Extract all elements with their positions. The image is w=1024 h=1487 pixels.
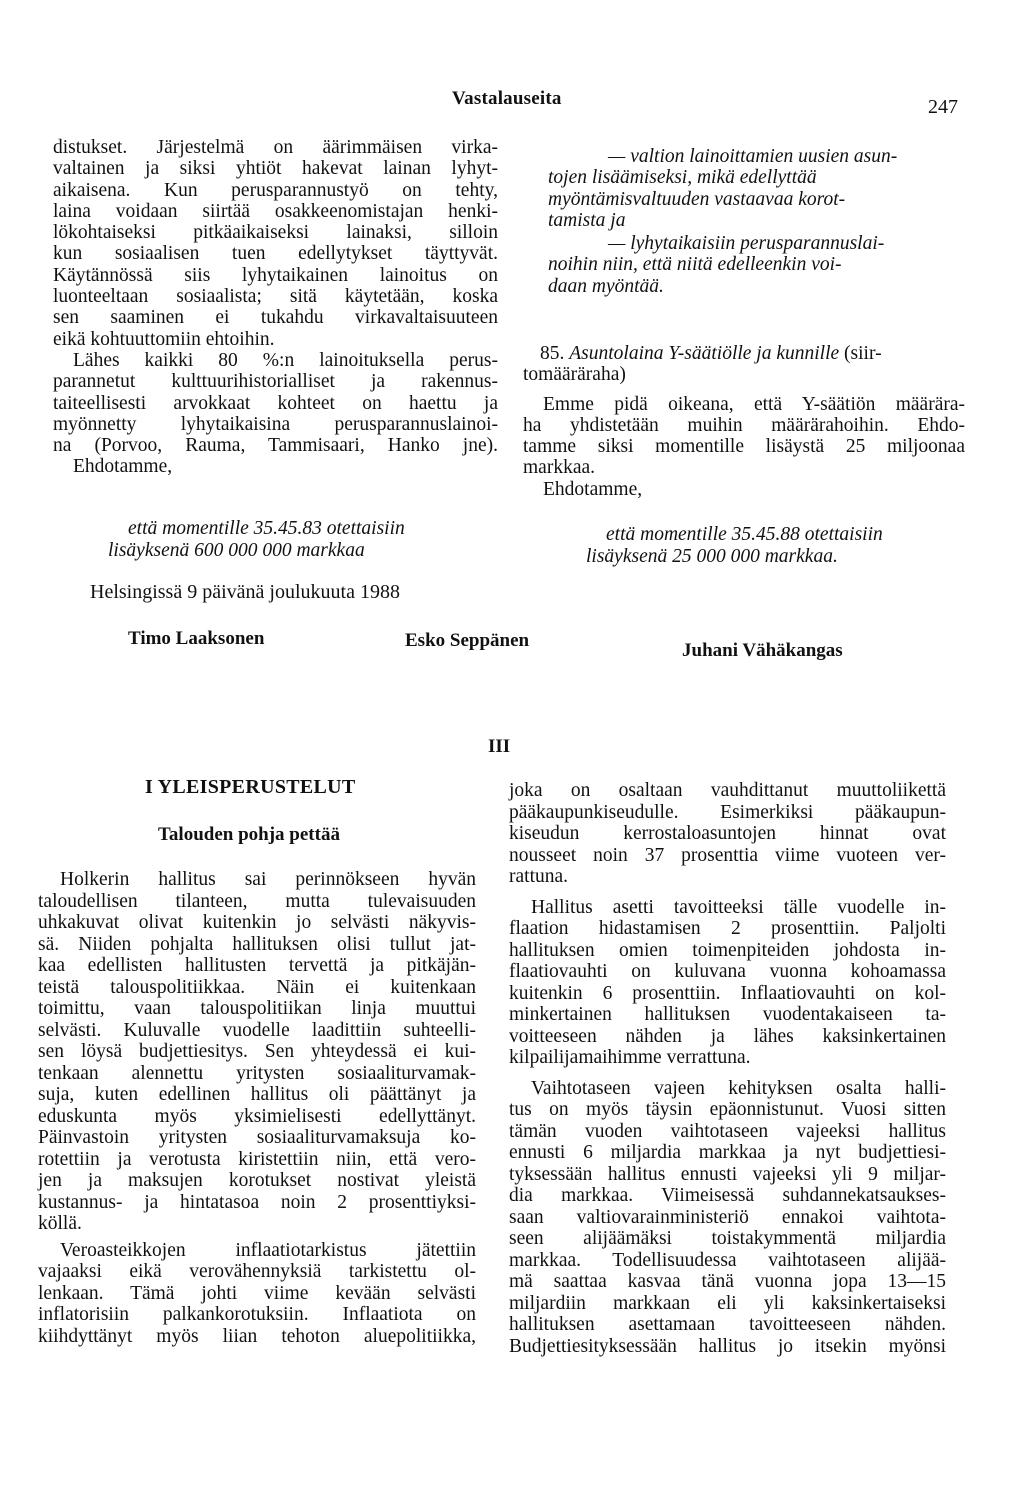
text-line: teistä talouspolitiikkaa. Näin ei kuitenkaan (38, 976, 476, 998)
text-line: miljardiin markkaan eli yli kaksinkertaiseksi (509, 1292, 946, 1314)
text-line: köllä. (38, 1213, 82, 1234)
text-line: myönnetty lyhytaikaisina perusparannuslainoi- (53, 413, 498, 435)
text-line: markkaa. (523, 457, 596, 479)
text-line: parannetut kulttuurihistorialliset ja rakennus- (53, 371, 498, 393)
proposal-line: että momentille 35.45.88 otettaisiin (606, 524, 883, 545)
text-line: voitteeseen nähden ja lähes kaksinkertainen (509, 1025, 946, 1047)
text-line: flaatiovauhti on kuluvana vuonna kohoamassa (509, 961, 946, 982)
text-line: rotettiin ja verotusta kiristettiin niin, että vero- (38, 1148, 476, 1170)
bullet-line: — valtion lainoittamien uusien asun- (608, 146, 898, 167)
text-line: eikä kohtuuttomiin ehtoihin. (53, 328, 275, 350)
text-line: kaa edellisten hallitusten tervettä ja pitkäjän- (38, 955, 476, 976)
signature-3: Juhani Vähäkangas (682, 640, 843, 661)
item-title-rest: (siir- (844, 343, 882, 364)
section-roman-numeral: III (488, 736, 511, 757)
text-line: uhkakuvat olivat kuitenkin jo selvästi näkyvis- (38, 912, 476, 933)
text-line: Käytännössä siis lyhytaikainen lainoitus on (53, 264, 498, 286)
place-date: Helsingissä 9 päivänä joulukuuta 1988 (90, 581, 400, 603)
text-line: ha yhdistetään muihin määrärahoihin. Ehdo- (523, 414, 965, 436)
text-line: sen saaminen ei tukahdu virkavaltaisuuteen (53, 307, 498, 329)
signature-1: Timo Laaksonen (128, 628, 265, 649)
text-line: dia markkaa. Viimeisessä suhdannekatsaukses- (509, 1185, 946, 1206)
text-line: saan valtiovarainministeriö ennakoi vaihtota- (509, 1206, 946, 1228)
text-line: Emme pidä oikeana, että Y-säätiön määrära- (543, 393, 965, 415)
text-line: flaation hidastamisen 2 prosenttiin. Paljolti (509, 918, 946, 939)
text-line: kiihdyttänyt myös liian tehoton aluepolitiikka, (38, 1325, 476, 1347)
text-line: distukset. Järjestelmä on äärimmäisen virka- (53, 137, 498, 158)
text-line: taloudellisen tilanteen, mutta tulevaisuuden (38, 890, 476, 912)
left-bottom-text (38, 869, 476, 1347)
text-line: kun sosiaalisen tuen edellytykset täyttyvät. (53, 243, 498, 265)
text-line: lenkaan. Tämä johti viime kevään selvästi (38, 1282, 476, 1304)
text-line: lökohtaiseksi pitkäaikaiseksi lainaksi, silloin (53, 222, 498, 244)
text-line: luonteeltaan sosiaalista; sitä käytetään, koska (53, 286, 498, 308)
text-line: tyksessään hallitus ennusti vajeeksi yli 9 miljar- (509, 1163, 946, 1185)
text-line: joka on osaltaan vauhdittanut muuttoliikettä (509, 780, 946, 801)
text-line: Hallitus asetti tavoitteeksi tälle vuodelle in- (531, 896, 946, 918)
right-proposal (586, 524, 966, 567)
left-proposal (108, 518, 508, 561)
bullet-line: tamista ja (548, 209, 626, 231)
text-line: suja, kuten edellinen hallitus oli päättänyt ja (38, 1084, 476, 1105)
text-line: aikaisena. Kun perusparannustyö on tehty, (53, 179, 498, 201)
text-line: minkertainen hallituksen vuodentakaiseen ta- (509, 1004, 946, 1025)
bullet-line: myöntämisvaltuuden vastaavaa korot- (548, 188, 846, 210)
item-heading-line2: tomääräraha) (523, 364, 626, 386)
item-85 (523, 343, 965, 500)
text-line: kilpailijamaihimme verrattuna. (509, 1047, 751, 1068)
text-line: Budjettiesityksessään hallitus jo itsekin myönsi (509, 1335, 946, 1357)
section-subheading: Talouden pohja pettää (158, 824, 340, 845)
text-line: Päinvastoin yritysten sosiaaliturvamaksuja ko- (38, 1127, 476, 1148)
text-line: rattuna. (509, 866, 569, 887)
text-line: jen ja maksujen korotukset nostivat yleistä (38, 1170, 476, 1191)
page-number: 247 (928, 96, 958, 118)
text-line: tämän vuoden vaihtotaseen vajeeksi hallitus (509, 1120, 946, 1142)
text-line: mä saattaa kasvaa tänä vuonna jopa 13—15 (509, 1271, 946, 1292)
text-line: laina voidaan siirtää osakkeenomistajan henki- (53, 200, 498, 222)
text-line: Holkerin hallitus sai perinnökseen hyvän (60, 869, 476, 890)
bullet-line: — lyhytaikaisiin perusparannuslai- (608, 233, 885, 255)
bullet-line: noihin niin, että niitä edelleenkin voi- (548, 254, 842, 276)
text-line: Lähes kaikki 80 %:n lainoituksella perus- (73, 349, 498, 371)
left-top-text (53, 137, 498, 478)
text-line: Ehdotamme, (73, 456, 173, 478)
text-line: nousseet noin 37 prosenttia viime vuoteen ver- (509, 844, 946, 866)
text-line: kustannus- ja hintatasoa noin 2 prosenttiyksi- (38, 1191, 476, 1213)
text-line: tus on myös täysin epäonnistunut. Vuosi sitten (509, 1099, 946, 1120)
text-line: kiseudun kerrostaloasuntojen hinnat ovat (509, 823, 946, 844)
proposal-line: lisäyksenä 600 000 000 markkaa (108, 539, 365, 561)
text-line: inflatorisiin palkankorotuksiin. Inflaatiota on (38, 1304, 476, 1325)
text-line: hallituksen asettamaan tavoitteeseen nähden. (509, 1314, 946, 1335)
text-line: Vaihtotaseen vajeen kehityksen osalta halli- (531, 1077, 946, 1099)
item-number: 85. (540, 343, 565, 364)
text-line: Veroasteikkojen inflaatiotarkistus jätettiin (60, 1239, 476, 1261)
text-line: Ehdotamme, (543, 478, 643, 500)
text-line: hallituksen omien toimenpiteiden johdosta in- (509, 939, 946, 961)
item-heading (523, 343, 965, 364)
bullet-line: daan myöntää. (548, 275, 664, 297)
section-heading: I YLEISPERUSTELUT (145, 776, 356, 798)
proposal-line: että momentille 35.45.83 otettaisiin (128, 518, 405, 539)
text-line: taiteellisesti arvokkaat kohteet on haettu ja (53, 392, 498, 414)
right-bottom-text (509, 780, 946, 1357)
running-head: Vastalauseita (452, 88, 562, 109)
bullet-line: tojen lisäämiseksi, mikä edellyttää (548, 167, 817, 189)
signature-2: Esko Seppänen (405, 630, 530, 651)
text-line: ennusti 6 miljardia markkaa ja nyt budjettiesi- (509, 1142, 946, 1163)
text-line: na (Porvoo, Rauma, Tammisaari, Hanko jne). (53, 435, 498, 457)
text-line: tenkaan alennettu yritysten sosiaaliturvamak- (38, 1062, 476, 1084)
right-bullets (548, 146, 963, 297)
text-line: eduskunta myös yksimielisesti edellyttänyt. (38, 1105, 476, 1127)
text-line: pääkaupunkiseudulle. Esimerkiksi pääkaupun- (509, 801, 946, 823)
text-line: sen löysä budjettiesitys. Sen yhteydessä ei kui- (38, 1041, 476, 1062)
text-line: sä. Niiden pohjalta hallituksen olisi tullut jat- (38, 933, 476, 955)
item-title: Asuntolaina Y-säätiölle ja kunnille (569, 343, 840, 364)
text-line: vajaaksi eikä verovähennyksiä tarkistettu ol- (38, 1261, 476, 1282)
text-line: kuitenkin 6 prosenttiin. Inflaatiovauhti on kol- (509, 982, 946, 1004)
text-line: tamme siksi momentille lisäystä 25 miljoonaa (523, 436, 965, 458)
text-line: seen alijäämäksi toistakymmentä miljardia (509, 1228, 946, 1249)
text-line: markkaa. Todellisuudessa vaihtotaseen alijää- (509, 1249, 946, 1271)
text-line: toimittu, vaan talouspolitiikan linja muuttui (38, 998, 476, 1019)
text-line: selvästi. Kuluvalle vuodelle laadittiin suhteelli- (38, 1019, 476, 1041)
text-line: valtainen ja siksi yhtiöt hakevat lainan lyhyt- (53, 158, 498, 180)
proposal-line: lisäyksenä 25 000 000 markkaa. (586, 545, 838, 567)
